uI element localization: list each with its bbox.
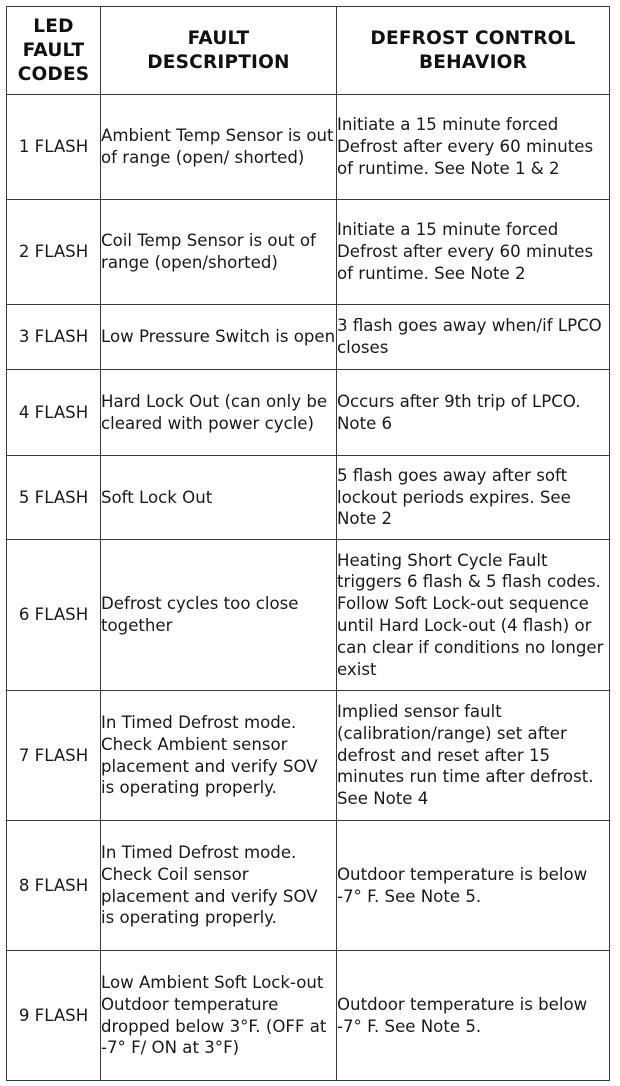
table-row (7, 456, 610, 540)
header-row (7, 7, 610, 95)
header-fault-description (101, 7, 337, 95)
table-row (7, 95, 610, 200)
fault-code-cell: 8 FLASH (7, 821, 101, 951)
defrost-behavior-cell: Outdoor temperature is below -7° F. See Note 5. (337, 821, 610, 951)
defrost-behavior-cell: Outdoor temperature is below -7° F. See Note 5. (337, 951, 610, 1081)
fault-description-cell: In Timed Defrost mode. Check Coil sensor placement and verify SOV is operating properly. (101, 821, 337, 951)
defrost-behavior-cell: Initiate a 15 minute forced Defrost after every 60 minutes of runtime. See Note 2 (337, 200, 610, 305)
defrost-behavior-cell: Initiate a 15 minute forced Defrost after every 60 minutes of runtime. See Note 1 & 2 (337, 95, 610, 200)
header-line: FAULT (22, 39, 85, 61)
fault-description-cell: Ambient Temp Sensor is out of range (open/ shorted) (101, 95, 337, 200)
header-line: DESCRIPTION (147, 51, 290, 73)
fault-description-cell: Soft Lock Out (101, 456, 337, 540)
table-row (7, 951, 610, 1081)
header-line: DEFROST CONTROL (370, 27, 576, 49)
fault-description-cell: Low Ambient Soft Lock-out Outdoor temperature dropped below 3°F. (OFF at -7° F/ ON at 3°F) (101, 951, 337, 1081)
header-led-fault-codes (7, 7, 101, 95)
table-row (7, 370, 610, 456)
fault-code-cell: 7 FLASH (7, 691, 101, 821)
table-row (7, 540, 610, 691)
fault-code-cell: 3 FLASH (7, 305, 101, 370)
fault-code-cell: 9 FLASH (7, 951, 101, 1081)
header-line: CODES (17, 63, 90, 85)
header-line: BEHAVIOR (418, 51, 528, 73)
table-row (7, 200, 610, 305)
table-row (7, 305, 610, 370)
fault-code-cell: 4 FLASH (7, 370, 101, 456)
defrost-behavior-cell: Heating Short Cycle Fault triggers 6 flash & 5 flash codes. Follow Soft Lock-out sequence until Hard Lock-out (4 flash) or can clear if conditions no longer exist (337, 540, 610, 691)
defrost-behavior-cell: 3 flash goes away when/if LPCO closes (337, 305, 610, 370)
fault-description-cell: In Timed Defrost mode. Check Ambient sensor placement and verify SOV is operating properly. (101, 691, 337, 821)
table-row (7, 821, 610, 951)
header-line: LED (33, 15, 74, 37)
fault-code-cell: 5 FLASH (7, 456, 101, 540)
defrost-behavior-cell: 5 flash goes away after soft lockout periods expires. See Note 2 (337, 456, 610, 540)
defrost-behavior-cell: Occurs after 9th trip of LPCO. Note 6 (337, 370, 610, 456)
fault-code-cell: 2 FLASH (7, 200, 101, 305)
table-row (7, 691, 610, 821)
fault-description-cell: Coil Temp Sensor is out of range (open/shorted) (101, 200, 337, 305)
header-line: FAULT (187, 27, 250, 49)
defrost-behavior-cell: Implied sensor fault (calibration/range) set after defrost and reset after 15 minutes run time after defrost. See Note 4 (337, 691, 610, 821)
fault-code-cell: 1 FLASH (7, 95, 101, 200)
fault-code-cell: 6 FLASH (7, 540, 101, 691)
fault-description-cell: Defrost cycles too close together (101, 540, 337, 691)
fault-description-cell: Hard Lock Out (can only be cleared with power cycle) (101, 370, 337, 456)
led-fault-codes-table (6, 6, 610, 1081)
header-defrost-control-behavior (337, 7, 610, 95)
fault-description-cell: Low Pressure Switch is open (101, 305, 337, 370)
